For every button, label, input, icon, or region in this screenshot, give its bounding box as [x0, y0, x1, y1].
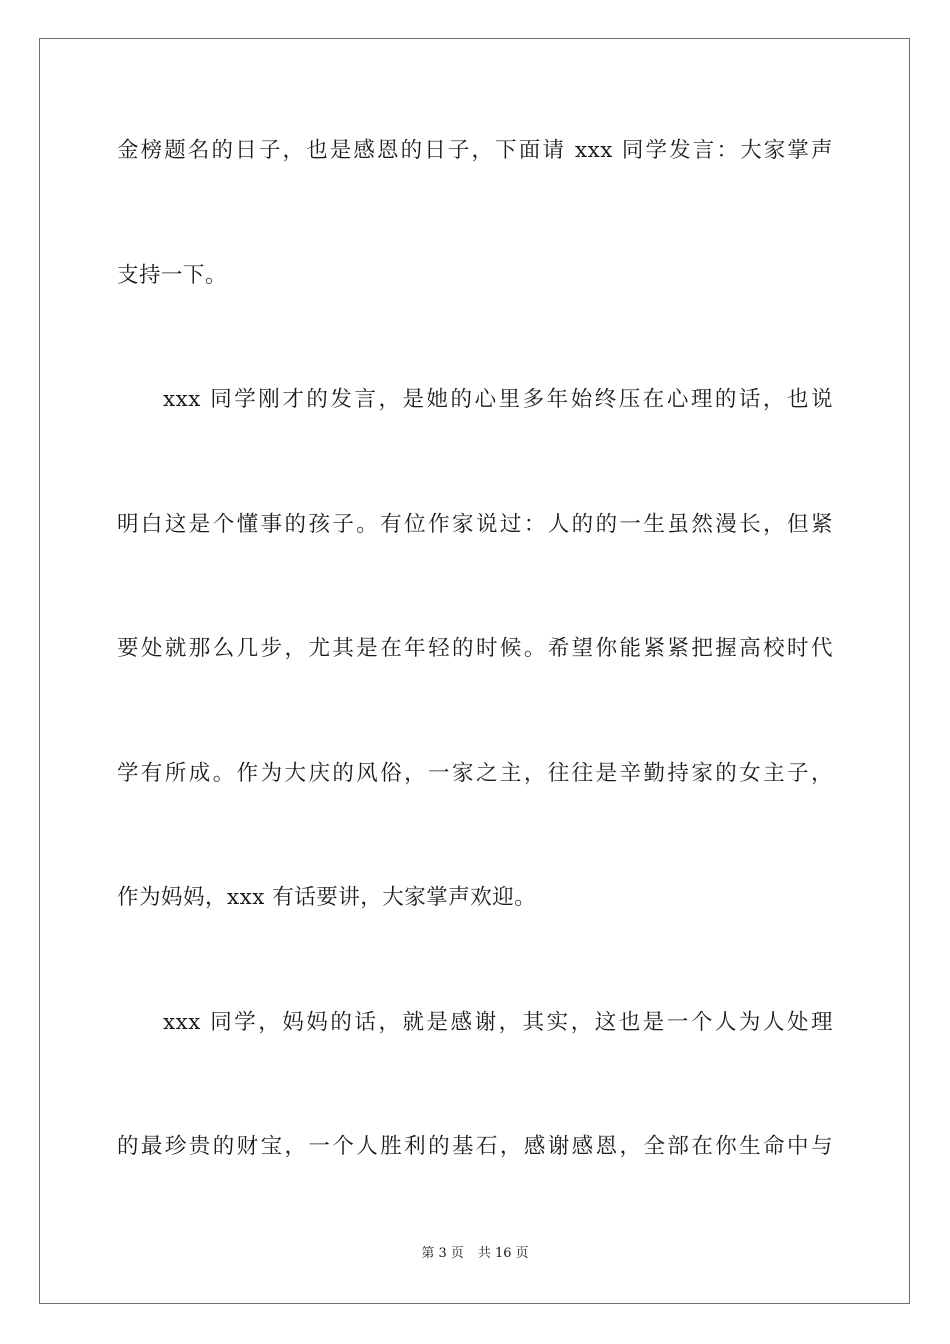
- body-line-5: 要处就那么几步，尤其是在年轻的时候。希望你能紧紧把握高校时代: [117, 636, 833, 661]
- page-total: 共 16 页: [477, 1246, 529, 1261]
- body-line-6: 学有所成。作为大庆的风俗，一家之主，往往是辛勤持家的女主子，: [117, 761, 833, 786]
- body-line-4: 明白这是个懂事的孩子。有位作家说过：人的的一生虽然漫长，但紧: [117, 512, 833, 537]
- body-line-9: 的最珍贵的财宝，一个人胜利的基石，感谢感恩，全部在你生命中与: [117, 1134, 833, 1159]
- body-line-1: 金榜题名的日子，也是感恩的日子，下面请 xxx 同学发言：大家掌声: [117, 138, 833, 163]
- body-line-8: xxx 同学，妈妈的话，就是感谢，其实，这也是一个人为人处理: [163, 1010, 833, 1035]
- body-line-7: 作为妈妈，xxx 有话要讲，大家掌声欢迎。: [117, 885, 537, 910]
- body-line-2: 支持一下。: [117, 263, 228, 288]
- page-number: 第 3 页: [421, 1246, 464, 1261]
- page-footer: [0, 1245, 950, 1263]
- body-line-3: xxx 同学刚才的发言，是她的心里多年始终压在心理的话，也说: [163, 387, 833, 412]
- page-border: [39, 38, 910, 1304]
